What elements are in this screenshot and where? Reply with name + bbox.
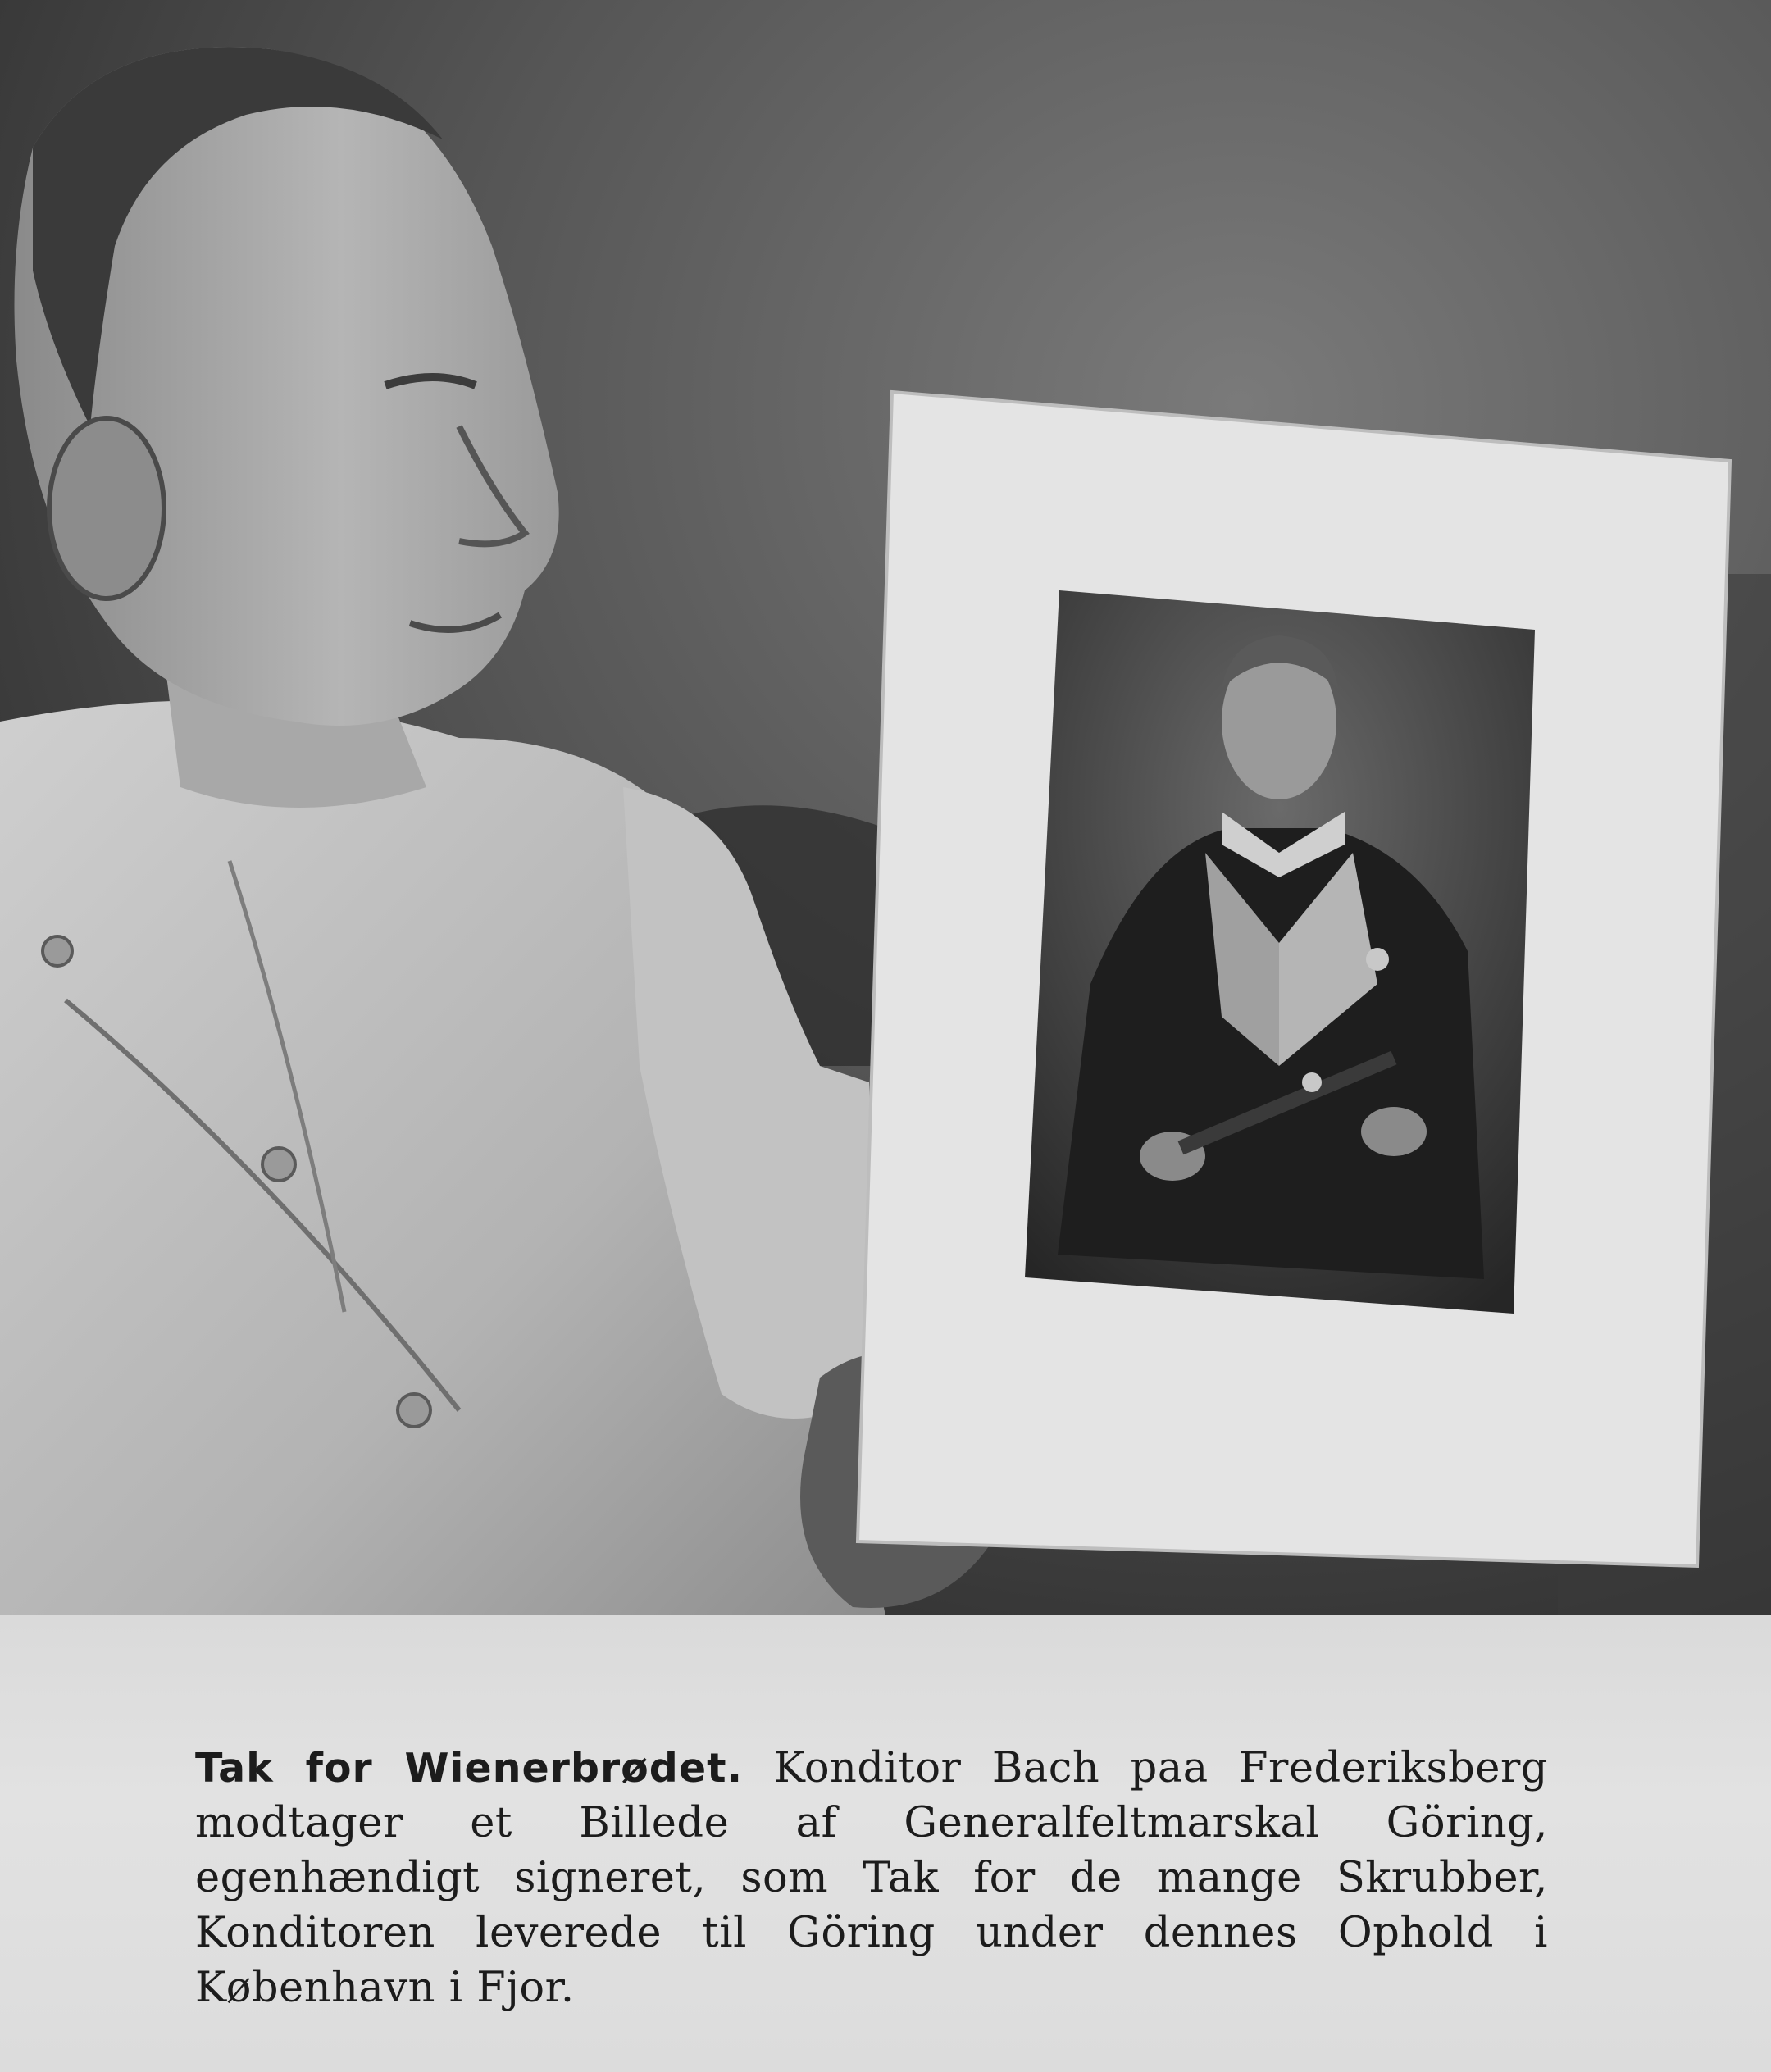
caption-title: Tak for Wienerbrødet. <box>195 1745 744 1792</box>
photo-caption <box>195 1741 1548 2015</box>
caption-body: Konditor Bach paa Frederiksberg modtager et Billede af Generalfeltmarskal Göring, egenhændigt signeret, som Tak for de mange Skrubber, Konditoren leverede til Göring under dennes Ophold i København i Fjor. <box>195 1744 1548 2012</box>
